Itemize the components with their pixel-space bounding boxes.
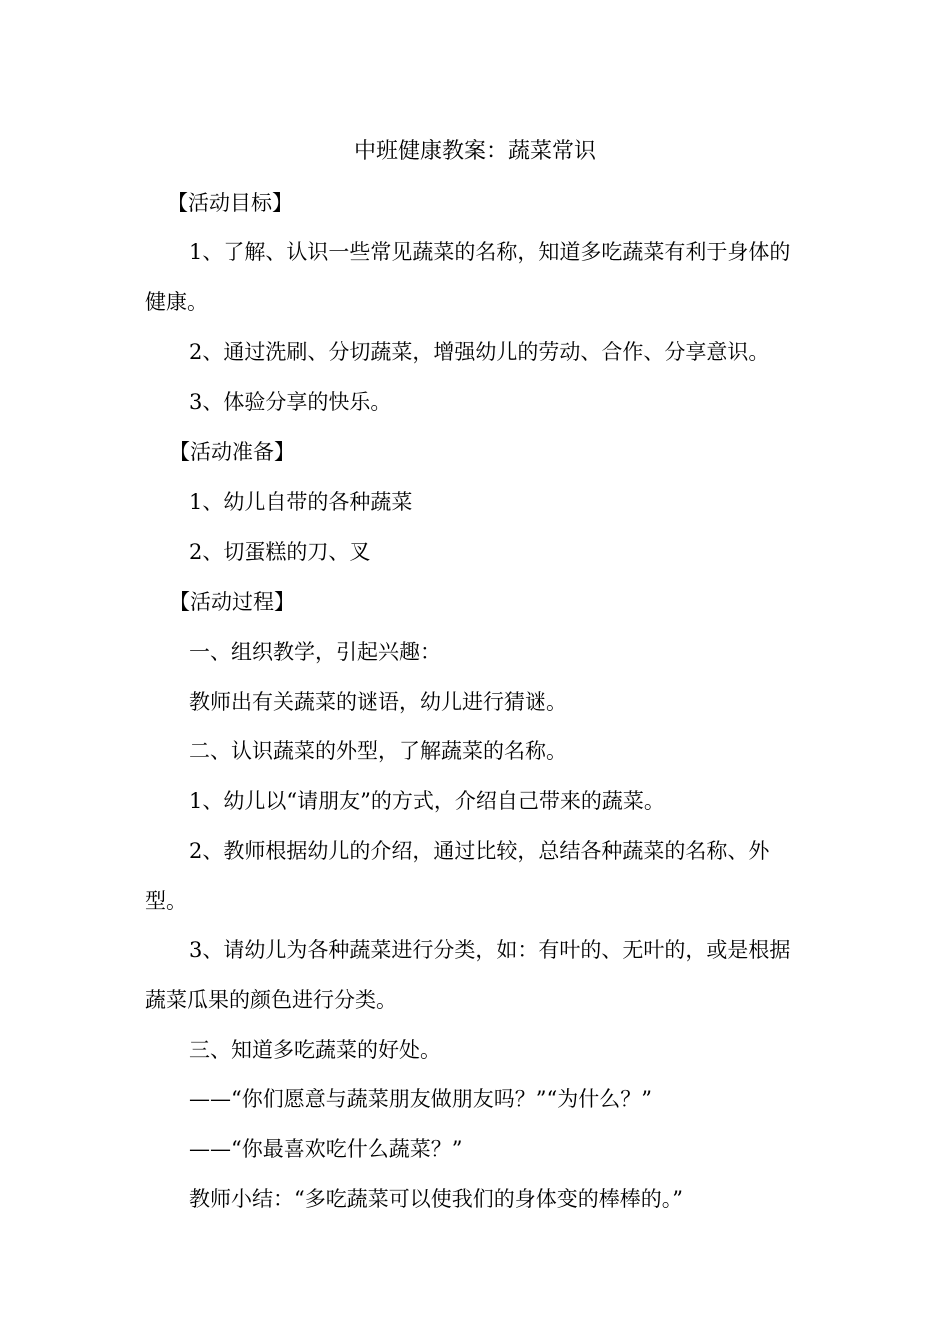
paragraph: ——“你们愿意与蔬菜朋友做朋友吗？”“为什么？” xyxy=(189,1087,652,1111)
paragraph: 2、教师根据幼儿的介绍，通过比较，总结各种蔬菜的名称、外型。 xyxy=(145,839,770,913)
document-title: 中班健康教案：蔬菜常识 xyxy=(353,139,596,164)
paragraph: 1、了解、认识一些常见蔬菜的名称，知道多吃蔬菜有利于身体的健康。 xyxy=(145,240,791,314)
section-heading-preparation: 【活动准备】 xyxy=(169,440,295,464)
paragraph: 3、请幼儿为各种蔬菜进行分类，如：有叶的、无叶的，或是根据蔬菜瓜果的颜色进行分类。 xyxy=(145,938,791,1012)
paragraph: 3、体验分享的快乐。 xyxy=(189,390,392,414)
paragraph: 1、幼儿以“请朋友”的方式，介绍自己带来的蔬菜。 xyxy=(189,789,665,813)
section-heading-process: 【活动过程】 xyxy=(169,590,295,614)
paragraph: 一、组织教学，引起兴趣： xyxy=(189,640,441,664)
paragraph: ——“你最喜欢吃什么蔬菜？” xyxy=(189,1137,463,1161)
paragraph: 三、知道多吃蔬菜的好处。 xyxy=(189,1038,441,1062)
paragraph: 2、通过洗刷、分切蔬菜，增强幼儿的劳动、合作、分享意识。 xyxy=(189,340,770,364)
paragraph: 教师小结：“多吃蔬菜可以使我们的身体变的棒棒的。” xyxy=(189,1187,683,1211)
paragraph: 二、认识蔬菜的外型，了解蔬菜的名称。 xyxy=(189,739,567,763)
section-heading-goals: 【活动目标】 xyxy=(167,191,293,215)
paragraph: 教师出有关蔬菜的谜语，幼儿进行猜谜。 xyxy=(189,690,567,714)
paragraph: 2、切蛋糕的刀、叉 xyxy=(189,540,371,564)
paragraph: 1、幼儿自带的各种蔬菜 xyxy=(189,490,413,514)
